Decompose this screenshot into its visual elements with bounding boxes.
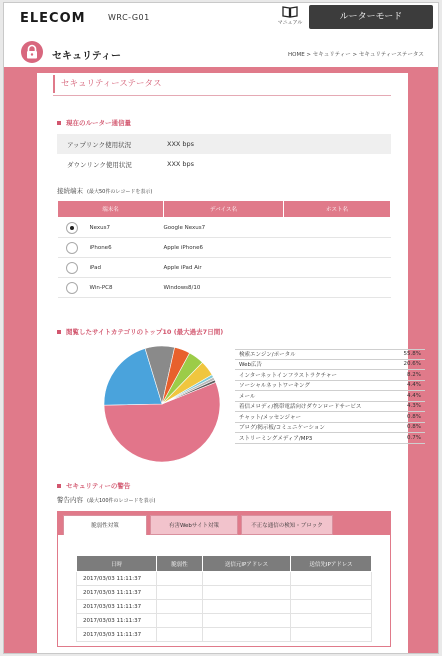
device-name: iPad xyxy=(89,265,101,271)
category-pie-chart xyxy=(103,345,221,463)
alerts-section-title: セキュリティーの警告 xyxy=(57,481,130,490)
device-host xyxy=(284,238,391,258)
book-icon xyxy=(282,6,298,18)
category-row xyxy=(235,433,425,444)
table-row xyxy=(77,600,372,614)
device-name: Nexus7 xyxy=(89,225,111,231)
category-name: Web広告 xyxy=(239,362,262,369)
alert-time: 2017/03/03 11:11:37 xyxy=(77,600,157,614)
category-row xyxy=(235,360,425,371)
category-table xyxy=(235,349,425,444)
alerts-table xyxy=(76,555,372,642)
breadcrumb[interactable]: HOME > セキュリティー > セキュリティーステータス xyxy=(288,52,424,58)
manual-label: マニュアル xyxy=(277,20,303,26)
alerts-label: 警告内容 xyxy=(57,496,83,504)
devices-label: 接続端末 xyxy=(57,187,83,195)
category-row xyxy=(235,370,425,381)
category-value: 20.6% xyxy=(403,361,421,368)
traffic-row-up xyxy=(57,134,391,154)
table-row xyxy=(77,614,372,628)
alert-time: 2017/03/03 11:11:37 xyxy=(77,586,157,600)
device-model: Google Nexus7 xyxy=(164,218,284,238)
device-model: Windows8/10 xyxy=(164,278,284,298)
tab-harmful-web[interactable]: 有害Webサイト対策 xyxy=(150,515,238,535)
category-name: ストリーミングメディア/MP3 xyxy=(239,435,313,442)
device-host xyxy=(284,258,391,278)
category-name: ソーシャルネットワーキング xyxy=(239,383,310,390)
category-row xyxy=(235,402,425,413)
elecom-logo: ELECOM xyxy=(20,11,86,26)
category-row xyxy=(235,423,425,434)
alerts-note: (最大100件のレコードを表示) xyxy=(87,498,156,504)
category-value: 4.3% xyxy=(407,403,421,410)
device-host xyxy=(284,218,391,238)
column-header[interactable]: 脆弱性 xyxy=(157,556,203,572)
manual-button[interactable] xyxy=(277,6,303,30)
device-radio[interactable] xyxy=(66,282,78,294)
traffic-label: ダウンリンク使用状況 xyxy=(67,160,132,169)
traffic-value: XXX bps xyxy=(167,140,195,148)
category-row xyxy=(235,349,425,360)
device-name: iPhone6 xyxy=(89,245,112,251)
table-row[interactable] xyxy=(58,258,391,278)
header xyxy=(4,3,438,33)
device-host xyxy=(284,278,391,298)
traffic-value: XXX bps xyxy=(167,160,195,168)
device-model: Apple iPad Air xyxy=(164,258,284,278)
categories-section-title: 閲覧したサイトカテゴリのトップ10 (最大過去7日間) xyxy=(57,327,223,336)
devices-label-row xyxy=(57,186,152,195)
device-radio[interactable] xyxy=(66,242,78,254)
page-title-bar xyxy=(4,39,438,67)
category-name: 検索エンジン/ポータル xyxy=(239,352,296,359)
table-row[interactable] xyxy=(58,218,391,238)
model-name: WRC-G01 xyxy=(108,13,150,22)
table-row[interactable] xyxy=(58,238,391,258)
content-band xyxy=(4,67,438,654)
category-name: チャット/メッセンジャー xyxy=(239,414,301,421)
device-name: Win-PC8 xyxy=(89,285,113,291)
alert-time: 2017/03/03 11:11:37 xyxy=(77,628,157,642)
alert-time: 2017/03/03 11:11:37 xyxy=(77,614,157,628)
device-radio[interactable] xyxy=(66,222,78,234)
tab-vulnerability[interactable]: 脆弱性対策 xyxy=(63,515,147,535)
category-value: 4.4% xyxy=(407,392,421,399)
category-row xyxy=(235,391,425,402)
table-row xyxy=(77,628,372,642)
traffic-table xyxy=(57,134,391,174)
column-header[interactable]: 端末名 xyxy=(58,201,164,218)
lock-icon xyxy=(21,41,43,63)
status-heading: セキュリティーステータス xyxy=(53,75,162,93)
category-value: 8.2% xyxy=(407,371,421,378)
category-row xyxy=(235,412,425,423)
column-header[interactable]: 送信元IPアドレス xyxy=(203,556,291,572)
column-header[interactable]: デバイス名 xyxy=(164,201,284,218)
device-radio[interactable] xyxy=(66,262,78,274)
tab-intrusion[interactable]: 不正な通信の検知・ブロック xyxy=(241,515,333,535)
category-value: 0.8% xyxy=(407,413,421,420)
traffic-row-down xyxy=(57,154,391,174)
category-name: メール xyxy=(239,393,256,400)
devices-note: (最大50件のレコードを表示) xyxy=(87,189,153,195)
table-row[interactable] xyxy=(58,278,391,298)
app-window xyxy=(3,2,439,654)
category-value: 55.8% xyxy=(403,351,421,358)
traffic-label: アップリンク使用状況 xyxy=(67,140,132,149)
page-title: セキュリティー xyxy=(52,51,121,62)
category-value: 0.7% xyxy=(407,434,421,441)
category-row xyxy=(235,381,425,392)
table-row xyxy=(77,572,372,586)
category-value: 4.4% xyxy=(407,382,421,389)
column-header[interactable]: ホスト名 xyxy=(284,201,391,218)
category-name: インターネットインフラストラクチャー xyxy=(239,372,337,379)
category-name: ブログ/掲示板/コミュニケーション xyxy=(239,425,325,432)
alert-time: 2017/03/03 11:11:37 xyxy=(77,572,157,586)
category-value: 0.8% xyxy=(407,424,421,431)
alerts-label-row xyxy=(57,495,155,504)
router-mode-button[interactable]: ルーターモード xyxy=(309,5,433,29)
category-name: 着信メロディ/携帯電話向けダウンロードサービス xyxy=(239,404,362,411)
content-panel xyxy=(37,73,421,654)
traffic-section-title: 現在のルーター通信量 xyxy=(57,118,131,127)
device-model: Apple iPhone6 xyxy=(164,238,284,258)
column-header[interactable]: 日時 xyxy=(77,556,157,572)
devices-table xyxy=(57,200,391,298)
alert-tabs xyxy=(57,511,391,535)
alert-tab-body xyxy=(57,535,391,647)
divider xyxy=(53,95,391,96)
column-header[interactable]: 送信先IPアドレス xyxy=(291,556,372,572)
table-row xyxy=(77,586,372,600)
